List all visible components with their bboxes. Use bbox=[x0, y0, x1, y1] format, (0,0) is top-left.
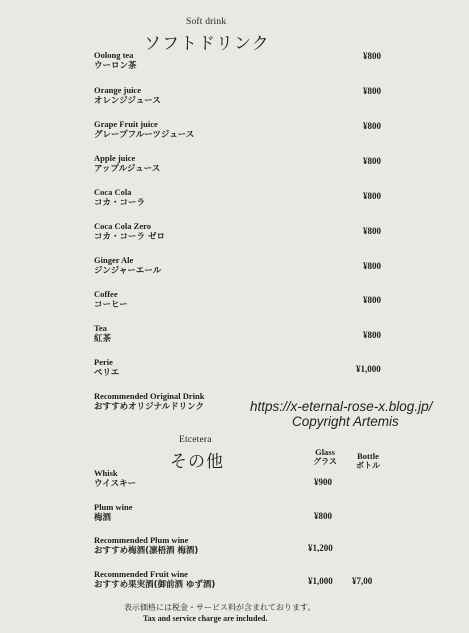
item-name-jp: ウイスキー bbox=[94, 479, 137, 489]
item-name-jp: コカ・コーラ bbox=[94, 198, 146, 208]
footer-note-jp: 表示価格には税金・サービス料が含まれております。 bbox=[124, 603, 316, 612]
bottle-header-jp: ボトル bbox=[356, 461, 380, 470]
menu-item bbox=[94, 468, 136, 490]
etcetera-heading-en: Etcetera bbox=[179, 435, 212, 445]
item-name-en: Apple juice bbox=[94, 153, 136, 163]
item-name-jp: ウーロン茶 bbox=[94, 61, 137, 71]
item-price: ¥800 bbox=[363, 191, 381, 201]
item-name-jp: オレンジジュース bbox=[94, 96, 161, 106]
menu-item bbox=[94, 535, 198, 557]
menu-item bbox=[94, 50, 137, 72]
menu-item bbox=[94, 187, 145, 209]
item-name-en: Coca Cola bbox=[94, 187, 132, 197]
menu-item bbox=[94, 221, 165, 243]
footer-note-en: Tax and service charge are included. bbox=[143, 614, 268, 623]
item-name-en: Recommended Plum wine bbox=[94, 535, 189, 545]
item-name-en: Ginger Ale bbox=[94, 255, 134, 265]
glass-price: ¥800 bbox=[314, 511, 332, 521]
item-name-en: Recommended Original Drink bbox=[94, 391, 205, 401]
item-name-jp: 紅茶 bbox=[94, 334, 112, 344]
item-name-jp: アップルジュース bbox=[94, 164, 161, 174]
item-name-jp: コーヒー bbox=[94, 300, 128, 310]
item-name-jp: おすすめオリジナルドリンク bbox=[94, 402, 204, 412]
item-name-jp: グレープフルーツジュース bbox=[94, 130, 195, 140]
item-price: ¥800 bbox=[363, 261, 381, 271]
item-price: ¥800 bbox=[363, 156, 381, 166]
item-price: ¥800 bbox=[363, 226, 381, 236]
item-name-jp: ペリエ bbox=[94, 368, 120, 378]
glass-price: ¥1,200 bbox=[308, 543, 333, 553]
menu-item bbox=[94, 289, 128, 311]
bottle-header-en: Bottle bbox=[357, 451, 379, 461]
item-name-jp: ジンジャーエール bbox=[94, 266, 162, 276]
glass-price: ¥900 bbox=[314, 477, 332, 487]
item-price: ¥1,000 bbox=[356, 364, 381, 374]
etcetera-heading-jp: その他 bbox=[170, 452, 224, 471]
item-name-en: Coffee bbox=[94, 289, 118, 299]
menu-item bbox=[94, 391, 205, 413]
item-name-en: Oolong tea bbox=[94, 50, 134, 60]
item-name-jp: コカ・コーラ ゼロ bbox=[94, 232, 165, 242]
item-price: ¥800 bbox=[363, 86, 381, 96]
menu-item bbox=[94, 357, 119, 379]
item-name-en: Coca Cola Zero bbox=[94, 221, 151, 231]
item-name-en: Tea bbox=[94, 323, 107, 333]
item-name-jp: おすすめ梅酒(凛梧酒 梅酒) bbox=[94, 546, 199, 556]
item-price: ¥800 bbox=[363, 330, 381, 340]
menu-item bbox=[94, 569, 215, 591]
item-name-en: Perie bbox=[94, 357, 113, 367]
glass-price: ¥1,000 bbox=[308, 576, 333, 586]
bottle-column-header bbox=[350, 451, 386, 471]
menu-item bbox=[94, 153, 160, 175]
watermark-url: https://x-eternal-rose-x.blog.jp/ bbox=[250, 399, 433, 414]
item-name-jp: 梅酒 bbox=[94, 513, 112, 523]
item-name-en: Whisk bbox=[94, 468, 118, 478]
item-price: ¥800 bbox=[363, 51, 381, 61]
item-price: ¥800 bbox=[363, 121, 381, 131]
bottle-price: ¥7,00 bbox=[352, 576, 373, 586]
menu-item bbox=[94, 502, 133, 524]
glass-header-jp: グラス bbox=[313, 457, 337, 466]
glass-header-en: Glass bbox=[315, 447, 335, 457]
item-name-en: Grape Fruit juice bbox=[94, 119, 158, 129]
item-name-en: Recommended Fruit wine bbox=[94, 569, 188, 579]
item-name-en: Plum wine bbox=[94, 502, 133, 512]
item-name-jp: おすすめ果実酒(御前酒 ゆず酒) bbox=[94, 580, 216, 590]
item-name-en: Orange juice bbox=[94, 85, 141, 95]
soft-drink-heading-en: Soft drink bbox=[186, 17, 227, 27]
menu-item bbox=[94, 255, 161, 277]
watermark-copyright: Copyright Artemis bbox=[292, 414, 399, 429]
soft-drink-heading-jp: ソフトドリンク bbox=[144, 34, 270, 53]
menu-item bbox=[94, 85, 161, 107]
menu-item bbox=[94, 323, 111, 345]
menu-item bbox=[94, 119, 194, 141]
item-price: ¥800 bbox=[363, 295, 381, 305]
glass-column-header bbox=[310, 447, 340, 467]
